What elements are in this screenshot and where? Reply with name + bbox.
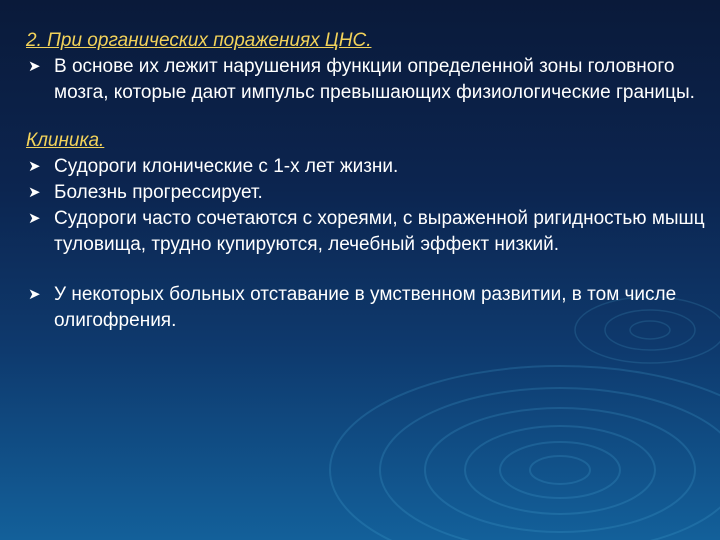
list-item-text: В основе их лежит нарушения функции определенной зоны головного мозга, которые дают импульс превышающих физиологические границы.	[54, 56, 695, 103]
list-item	[26, 180, 706, 206]
list-item	[26, 282, 706, 334]
section-mental-development	[26, 282, 706, 334]
list-item-text: У некоторых больных отставание в умственном развитии, в том числе олигофрения.	[54, 284, 677, 331]
list-item	[26, 154, 706, 180]
arrow-bullet-icon: ➤	[28, 210, 41, 227]
list-item	[26, 54, 706, 106]
list-item	[26, 206, 706, 258]
section-heading: 2. При органических поражениях ЦНС.	[26, 30, 372, 51]
arrow-bullet-icon: ➤	[28, 184, 41, 201]
section-cns-lesions	[26, 28, 706, 106]
section-heading: Клиника.	[26, 130, 105, 151]
list-item-text: Болезнь прогрессирует.	[54, 182, 263, 203]
list-item-text: Судороги клонические с 1-х лет жизни.	[54, 156, 399, 177]
section-clinic	[26, 128, 706, 258]
slide-content	[26, 28, 706, 334]
arrow-bullet-icon: ➤	[28, 158, 41, 175]
list-item-text: Судороги часто сочетаются с хореями, с выраженной ригидностью мышц туловища, трудно купируются, лечебный эффект низкий.	[54, 208, 705, 255]
arrow-bullet-icon: ➤	[28, 286, 41, 303]
arrow-bullet-icon: ➤	[28, 58, 41, 75]
